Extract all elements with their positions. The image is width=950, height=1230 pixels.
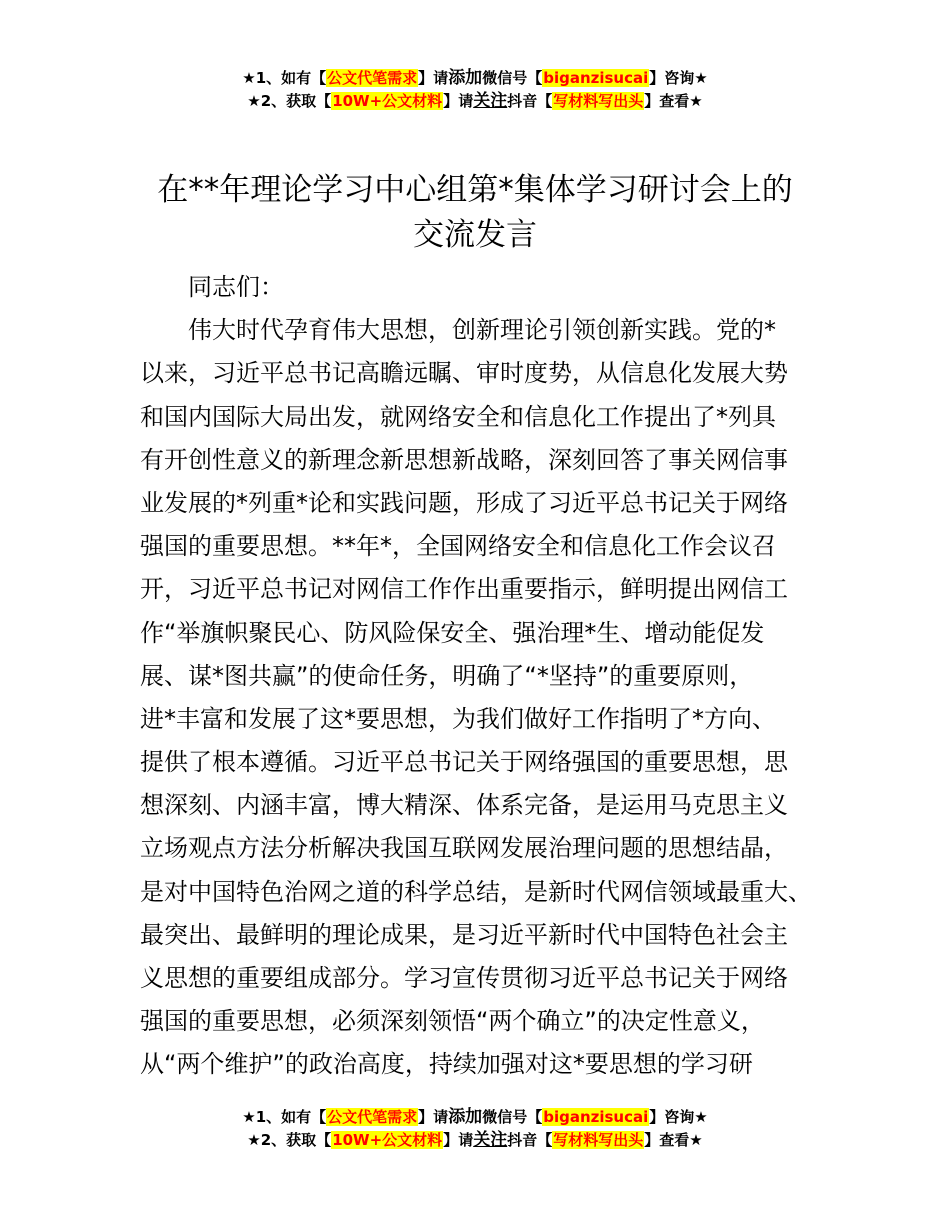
banner-text: 】咨询★ [649,69,708,87]
title-line-1: 在**年理论学习中心组第*集体学习研讨会上的 [157,172,793,208]
banner-line-2 [0,90,950,113]
body-line: 是对中国特色治网之道的科学总结，是新时代网信领域最重大、 [140,877,812,906]
banner-text: 抖音【 [507,1131,553,1149]
highlight-douyin: 写材料写出头 [553,92,644,110]
banner-text: ★2、获取【 [247,1131,332,1149]
banner-emphasis: 添加 [448,1107,483,1127]
banner-line-1 [0,67,950,90]
banner-text: 】查看★ [644,92,703,110]
highlight-douyin: 写材料写出头 [553,1131,644,1149]
body-line: 开，习近平总书记对网信工作作出重要指示，鲜明提出网信工 [140,575,788,604]
body-line: 立场观点方法分析解决我国互联网发展治理问题的思想结晶， [140,834,788,863]
banner-text: 】咨询★ [649,1108,708,1126]
salutation: 同志们： [140,273,284,301]
highlight-materials: 10W+公文材料 [332,1131,443,1149]
banner-emphasis: 关注 [473,91,508,111]
body-line: 作“举旗帜聚民心、防风险保安全、强治理*生、增动能促发 [140,618,765,647]
body-line: 提供了根本遵循。习近平总书记关于网络强国的重要思想，思 [140,748,788,777]
banner-emphasis: 关注 [473,1130,508,1150]
body-line: 以来，习近平总书记高瞻远瞩、审时度势，从信息化发展大势 [140,359,788,388]
title-line-2: 交流发言 [413,217,537,253]
body-line: 强国的重要思想。**年*，全国网络安全和信息化工作会议召 [140,532,776,561]
body-line: 强国的重要思想，必须深刻领悟“两个确立”的决定性意义， [140,1007,765,1036]
body-line: 有开创性意义的新理念新思想新战略，深刻回答了事关网信事 [140,445,788,474]
body-line: 展、谋*图共赢”的使命任务，明确了“*坚持”的重要原则， [140,661,754,690]
document-body [140,266,820,1087]
banner-text: 微信号【 [482,1108,543,1126]
banner-text: 】查看★ [644,1131,703,1149]
banner-text: 】请 [418,69,449,87]
body-line: 进*丰富和发展了这*要思想，为我们做好工作指明了*方向、 [140,704,776,733]
body-line: 想深刻、内涵丰富，博大精深、体系完备，是运用马克思主义 [140,791,788,820]
banner-text: ★2、获取【 [247,92,332,110]
banner-line-1 [0,1106,950,1129]
banner-text: 抖音【 [507,92,553,110]
highlight-wechat-id: biganzisucai [543,69,649,87]
body-line: 最突出、最鲜明的理论成果，是习近平新时代中国特色社会主 [140,920,788,949]
highlight-service: 公文代笔需求 [327,69,418,87]
banner-text: 】请 [443,1131,474,1149]
header-banner [0,67,950,113]
highlight-wechat-id: biganzisucai [543,1108,649,1126]
banner-text: ★1、如有【 [242,69,327,87]
banner-text: 】请 [443,92,474,110]
banner-line-2 [0,1129,950,1152]
banner-emphasis: 添加 [448,68,483,88]
document-title [120,168,830,258]
banner-text: ★1、如有【 [242,1108,327,1126]
highlight-service: 公文代笔需求 [327,1108,418,1126]
body-line: 业发展的*列重*论和实践问题，形成了习近平总书记关于网络 [140,488,788,517]
footer-banner [0,1106,950,1152]
body-line: 义思想的重要组成部分。学习宣传贯彻习近平总书记关于网络 [140,964,788,992]
banner-text: 】请 [418,1108,449,1126]
body-line: 从“两个维护”的政治高度，持续加强对这*要思想的学习研 [140,1050,753,1079]
body-line: 和国内国际大局出发，就网络安全和信息化工作提出了*列具 [140,402,776,431]
body-line: 伟大时代孕育伟大思想，创新理论引领创新实践。党的* [140,316,776,345]
highlight-materials: 10W+公文材料 [332,92,443,110]
banner-text: 微信号【 [482,69,543,87]
